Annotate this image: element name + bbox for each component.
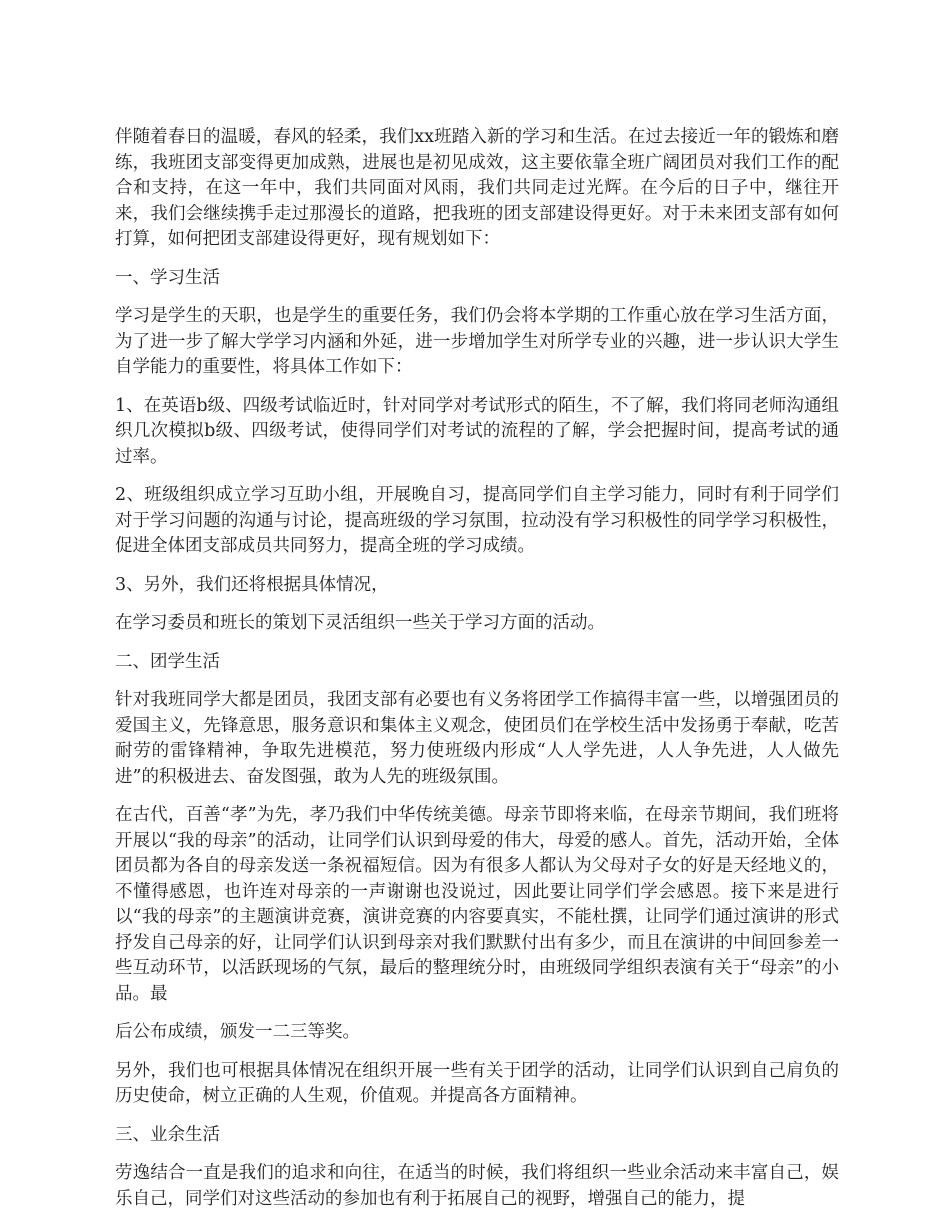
study-item-3-continued: 在学习委员和班长的策划下灵活组织一些关于学习方面的活动。 xyxy=(115,613,605,633)
leisure-paragraph: 劳逸结合一直是我们的追求和向往，在适当的时候，我们将组织一些业余活动来丰富自己，娱乐自己，同学们对这些活动的参加也有利于拓展自己的视野，增强自己的能力，提 xyxy=(115,1163,839,1209)
mothers-day-paragraph: 在古代，百善“孝”为先，孝乃我们中华传统美德。母亲节即将来临，在母亲节期间，我们班将开展以“我的母亲”的活动，让同学们认识到母爱的伟大，母爱的感人。首先，活动开始，全体团员都为各自的母亲发送一条祝福短信。因为有很多人都认为父母对子女的好是天经地义的，不懂得感恩，也许连对母亲的一声谢谢也没说过，因此要让同学们学会感恩。接下来是进行以“我的母亲”的主题演讲竞赛，演讲竞赛的内容要真实，不能杜撰，让同学们通过演讲的形式抒发自己母亲的好，让同学们认识到母亲对我们默默付出有多少，而且在演讲的中间回参差一些互动环节，以活跃现场的气氛，最后的整理统分时，由班级同学组织表演有关于“母亲”的小品。最 xyxy=(115,805,839,1004)
section-heading-study: 一、学习生活 xyxy=(115,267,220,288)
document-body xyxy=(115,125,839,1225)
awards-paragraph: 后公布成绩，颁发一二三等奖。 xyxy=(115,1022,360,1042)
intro-paragraph: 伴随着春日的温暖，春风的轻柔，我们xx班踏入新的学习和生活。在过去接近一年的锻炼和磨练，我班团支部变得更加成熟，进展也是初见成效，这主要依靠全班广阔团员对我们工作的配合和支持，在这一年中，我们共同面对风雨，我们共同走过光辉。在今后的日子中，继往开来，我们会继续携手走过那漫长的道路，把我班的团支部建设得更好。对于未来团支部有如何打算，如何把团支部建设得更好，现有规划如下： xyxy=(115,127,839,249)
league-paragraph: 针对我班同学大都是团员，我团支部有必要也有义务将团学工作搞得丰富一些，以增强团员的爱国主义，先锋意思，服务意识和集体主义观念，使团员们在学校生活中发扬勇于奉献，吃苦耐劳的雷锋精神，争取先进模范，努力使班级内形成“人人学先进，人人争先进，人人做先进”的积极进去、奋发图强，敢为人先的班级氛围。 xyxy=(115,690,839,787)
league-extra-paragraph: 另外，我们也可根据具体情况在组织开展一些有关于团学的活动，让同学们认识到自己肩负的历史使命，树立正确的人生观，价值观。并提高各方面精神。 xyxy=(115,1060,839,1106)
study-item-3: 3、另外，我们还将根据具体情况， xyxy=(115,574,389,595)
section-heading-league: 二、团学生活 xyxy=(115,651,220,672)
section-heading-leisure: 三、业余生活 xyxy=(115,1124,220,1145)
study-item-1: 1、在英语b级、四级考试临近时，针对同学对考试形式的陌生，不了解，我们将同老师沟通组织几次模拟b级、四级考试，使得同学们对考试的流程的了解，学会把握时间，提高考试的通过率。 xyxy=(115,395,839,467)
study-item-2: 2、班级组织成立学习互助小组，开展晚自习，提高同学们自主学习能力，同时有利于同学们对于学习问题的沟通与讨论，提高班级的学习氛围，拉动没有学习积极性的同学学习积极性，促进全体团支部成员共同努力，提高全班的学习成绩。 xyxy=(115,485,839,556)
study-paragraph: 学习是学生的天职，也是学生的重要任务，我们仍会将本学期的工作重心放在学习生活方面，为了进一步了解大学学习内涵和外延，进一步增加学生对所学专业的兴趣，进一步认识大学生自学能力的重要性，将具体工作如下： xyxy=(115,306,839,377)
